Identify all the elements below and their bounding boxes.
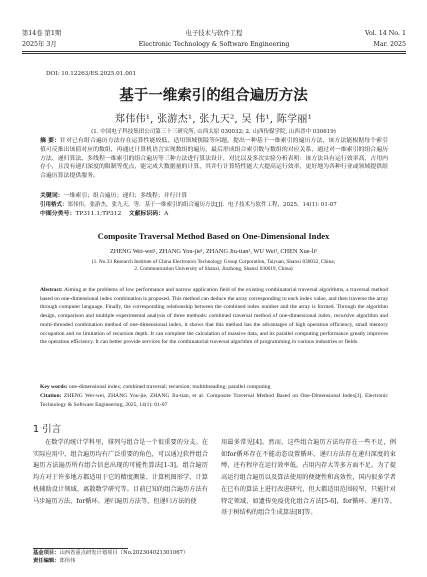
affiliation-en-1: (1. No.33 Research Institute of China Electronics Technology Group Corporation, Taiyuan, Shanxi 030032, China; [91,259,336,265]
keywords-en [40,383,388,392]
keywords-cn-text: 一维索引；组合遍历；递归；多线程；并行计算 [63,193,188,199]
abstract-en-text: Aiming at the problems of low performance and narrow application field of the existing combinatorial traversal algorithms, a traversal method based on one-dimensional index combination is proposed. This method can deduce the array corresponding to each index value, and then traverse the array through computer language. Finally, the corresponding relationship between the combined index number and the array is formed. Through the algorithm design, comparison and multiple experimental analysis of three methods: combined traversal method of one-dimensional index, recursive algorithm and multi-threaded combination method of one-dimensional index, it shows that this method has the advantages of high operation efficiency, small memory occupation and no limitation of recursion depth. It can complete the calculation of massive data, and its parallel computing performance greatly improves the operation efficiency. It can better provide services for the combinatorial traversal algorithm of programming in various industries or fields. [40,287,388,346]
affiliation-en-2: 2. Communication University of Shanxi, Jinzhong, Shanxi 030619, China) [134,265,293,272]
citation-en [40,392,388,409]
footnote-rule [33,548,128,549]
citation-cn-label: 引用格式： [40,202,68,208]
doi[interactable]: DOI: 10.12263/ES.2025.01.001 [46,71,137,77]
doc-code-label: 文献标识码： [128,211,165,217]
footnote-funding [33,550,188,558]
editor-text: 郑伟伟 [59,558,76,564]
section-heading-introduction: 1 引言 [33,424,62,435]
footnote-editor [33,558,75,566]
authors-en: ZHENG Wei-wei¹, ZHANG You-jie¹, ZHANG Jiu-tian², WU Wei¹, CHEN Xue-li¹ [109,248,318,255]
affiliations-en [0,259,427,273]
funding-label: 基金项目： [33,550,60,556]
doc-code-value: A [164,211,169,217]
volume-issue-cn: 第14卷 第1期 [22,30,62,37]
keywords-cn-label: 关键词： [40,193,64,199]
header-rule-1 [22,51,406,52]
abstract-en [40,286,388,347]
issue-date-en: Mar. 2025 [373,41,406,48]
citation-cn [40,201,388,210]
clc-label: 中图分类号： [40,211,76,217]
funding-text: 山西省重点研发计划项目（No.202304021301067） [59,550,189,556]
header-rule-2 [22,53,406,54]
keywords-cn [40,192,388,201]
keywords-en-label: Key words: [40,384,68,390]
paper-title-en: Composite Traversal Method Based on One-Dimensional Index [97,231,330,241]
paper-title-cn: 基于一维索引的组合遍历方法 [119,88,308,104]
authors-cn: 郑伟伟¹, 张游杰¹, 张九天², 吴 伟¹, 陈学丽¹ [114,114,313,125]
abstract-en-label: Abstract: [40,287,63,293]
issue-date-cn: 2025年 3月 [22,41,57,48]
abstract-cn-text: 针对已有组合遍历方法存在运算性能较低、适用领域狭隘等问题，提出一种基于一维索引的遍历方法，该方法能根据每个索引值可反推出该值对应的数组，再通过计算机语言实现数组的遍历，最后形成组合索引数与数组的对应关系，通过对一维索引的组合遍历方法、递归算法、多线程一维索引的组合遍历等三种方法进行算法设计，对比以及多次实验分析表明：该方法具有运行效率高，占用内存小，且没有递归深度的限制等优点，能完成大数据量的计算，其并行计算特性能大大提高运行效率，更好地为各种行业或领域提供组合遍历算法提供服务。 [40,138,389,180]
editor-label: 责任编辑： [33,558,60,564]
journal-name-en: Electronic Technology & Software Engineering [138,41,290,48]
citation-en-label: Citation: [40,393,62,399]
classification [40,210,388,219]
citation-en-text: ZHENG Wei-wei, ZHANG You-jie, ZHANG Jiu-tian, et al. Composite Traversal Method Based on One-Dimensional Index[J]. Electronic Technology & Software Engineering, 2025, 14(1): 01-07 [40,393,388,408]
keywords-en-text: one-dimensional index; combined traversal; recursion; multithreading; parallel computing [68,384,271,390]
citation-cn-text: 郑伟伟，张游杰，张九天，等．基于一维索引的组合遍历方法[J]．电子技术与软件工程，2025，14(1): 01-07 [67,202,337,208]
abstract-cn [40,137,388,181]
body-column-left: 在数学的统计学科里，排列与组合是一个很重要的分支。在实际应用中，组合遍历均有广泛重要的角色，可以通过软件组合遍历方法遍历所有组合信息出现的可能性算法[1-3]。组合遍历均方对于许多地方都适用于它的精度测量、计算机图形学、计算机辅助设计领域、离散数学研究等。目前已知的组合遍历方法有马步遍历方法、for循环、递归遍历方法等，但递归方法的使 [33,439,208,505]
abstract-cn-label: 摘 要： [40,138,61,144]
body-column-right: 用最多常见[4]。然而，这些组合遍历方法均存在一些不足，例如for循环存在不能动态设置循环，递归方法存在递归深度的束缚，还有程序在运行效率低，占用内存大等多方面不足。为了提高运行组合遍历以及算法使用的便捷性和高效性，国内很多学者在已有的算法上进行改进研究，但大都适用范围较窄，只能针对特定领域，如遗传免疫优化组合方法[5-6]，for循环、递归等。基于树结构的组合生成算法[8]等。 [221,439,396,517]
journal-name-cn: 电子技术与软件工程 [185,30,243,37]
affiliations-cn: (1. 中国电子科技集团公司第三十三研究所, 山西太原 030032; 2. 山西传媒学院, 山西晋中 030619) [91,129,336,135]
clc-value: TP311.1;TP312 [75,211,122,217]
volume-issue-en: Vol. 14 No. 1 [365,30,406,37]
